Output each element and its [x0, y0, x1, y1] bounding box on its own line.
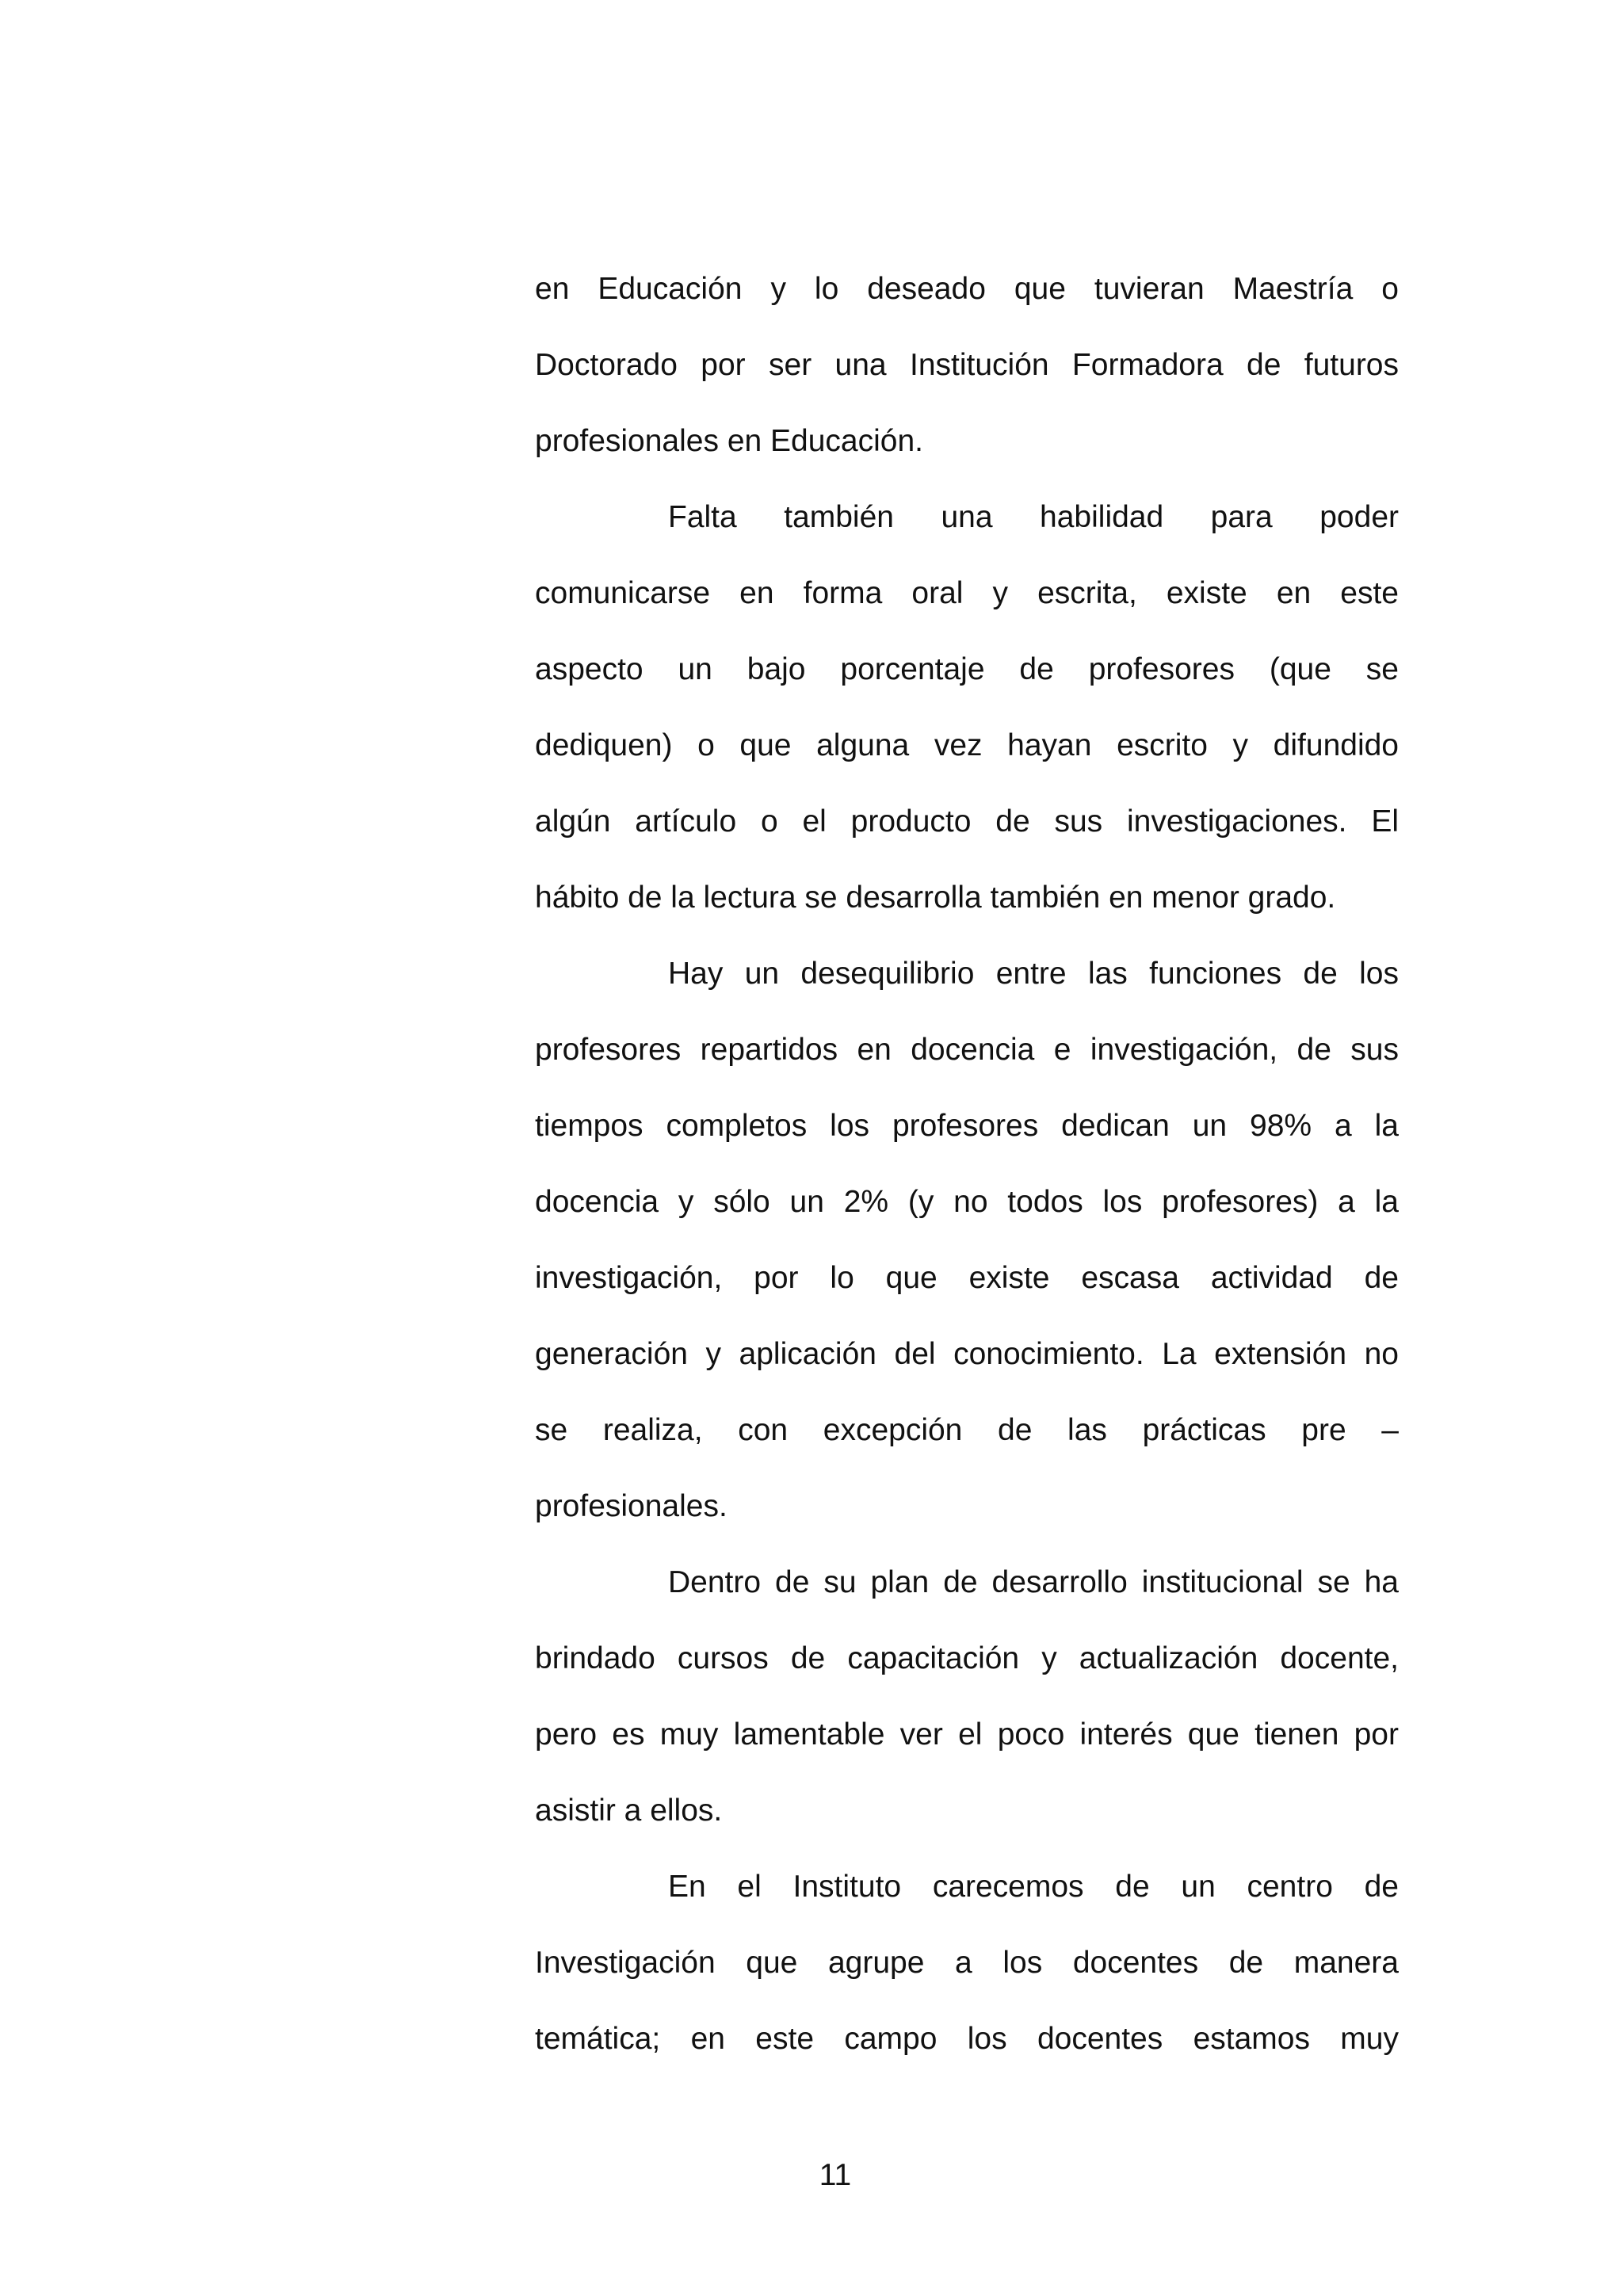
text-line: Hay un desequilibrio entre las funciones de los	[668, 957, 1399, 991]
text-line: profesionales en Educación.	[535, 424, 923, 458]
body-text	[535, 267, 1399, 2093]
text-line: comunicarse en forma oral y escrita, existe en este	[535, 576, 1399, 610]
page-number: 11	[819, 2158, 852, 2192]
text-line: dediquen) o que alguna vez hayan escrito y difundido	[535, 728, 1399, 762]
text-line: Doctorado por ser una Institución Formadora de futuros	[535, 348, 1399, 382]
text-line: Dentro de su plan de desarrollo institucional se ha	[668, 1565, 1399, 1599]
text-line: temática; en este campo los docentes estamos muy	[535, 2022, 1399, 2056]
text-line: algún artículo o el producto de sus investigaciones. El	[535, 804, 1399, 839]
text-line: profesores repartidos en docencia e investigación, de sus	[535, 1033, 1399, 1067]
text-line: En el Instituto carecemos de un centro de	[668, 1870, 1399, 1904]
text-line: asistir a ellos.	[535, 1794, 723, 1828]
text-line: en Educación y lo deseado que tuvieran Maestría o	[535, 272, 1399, 306]
text-line: tiempos completos los profesores dedican un 98% a la	[535, 1109, 1399, 1143]
text-line: generación y aplicación del conocimiento. La extensión no	[535, 1337, 1399, 1371]
text-line: profesionales.	[535, 1489, 727, 1523]
text-line: brindado cursos de capacitación y actualización docente,	[535, 1641, 1399, 1675]
text-line: hábito de la lectura se desarrolla también en menor grado.	[535, 881, 1336, 915]
text-line: pero es muy lamentable ver el poco interés que tienen por	[535, 1717, 1399, 1752]
text-line: aspecto un bajo porcentaje de profesores (que se	[535, 652, 1399, 686]
text-line: investigación, por lo que existe escasa actividad de	[535, 1261, 1399, 1295]
text-line: docencia y sólo un 2% (y no todos los profesores) a la	[535, 1185, 1399, 1219]
text-line: Investigación que agrupe a los docentes de manera	[535, 1946, 1399, 1980]
text-line: se realiza, con excepción de las prácticas pre –	[535, 1413, 1399, 1447]
text-line: Falta también una habilidad para poder	[668, 500, 1399, 534]
